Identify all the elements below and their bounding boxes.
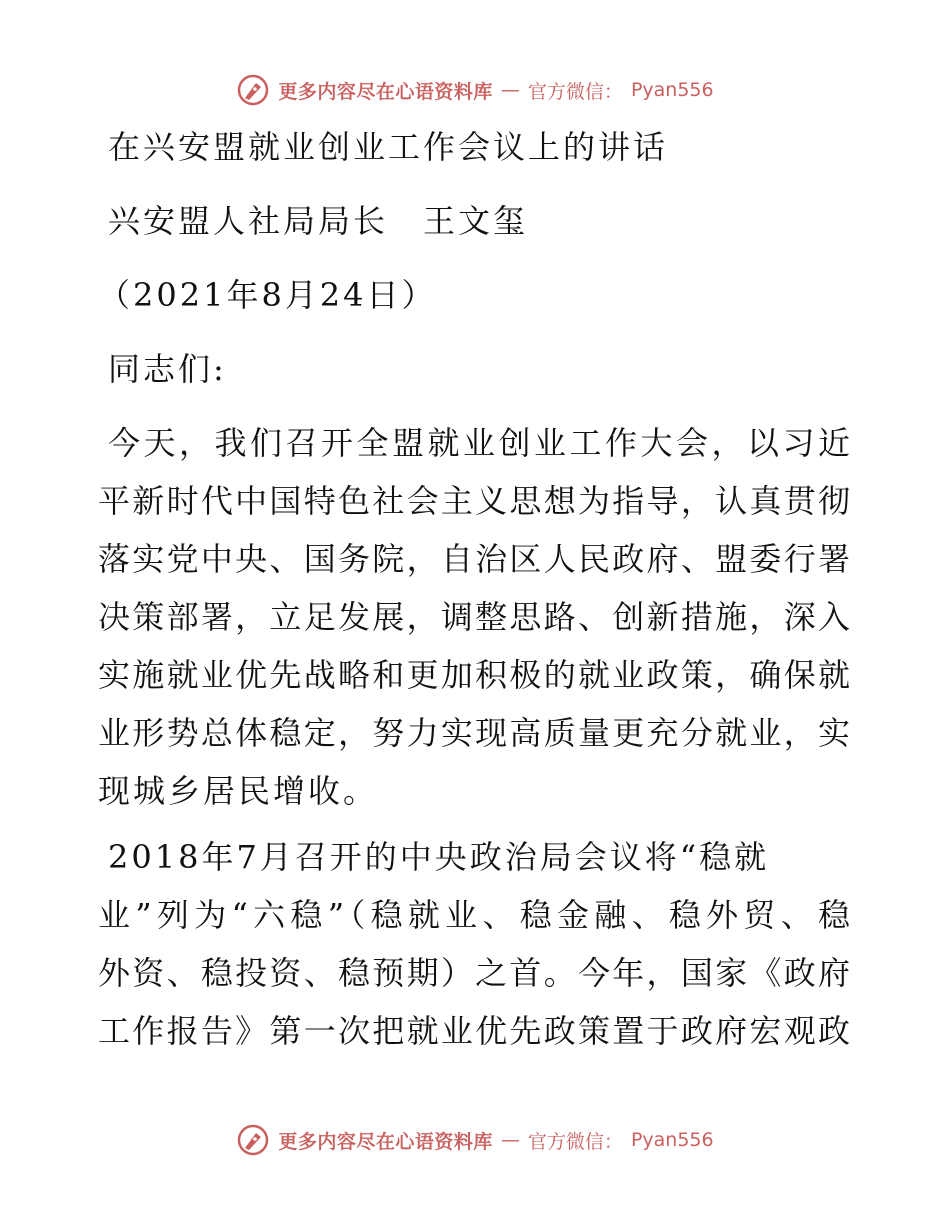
header-wechat-label: 官方微信： [527,80,623,103]
paragraph-line: 业”列为“六稳”（稳就业、稳金融、稳外贸、稳 [98,896,850,934]
paragraph-line: 外资、稳投资、稳预期）之首。今年，国家《政府 [98,954,850,992]
paragraph-line: 平新时代中国特色社会主义思想为指导，认真贯彻 [98,482,850,520]
paragraph-line: 业形势总体稳定，努力实现高质量更充分就业，实 [98,714,850,752]
paragraph-line: 2018年7月召开的中央政治局会议将“稳就 [108,838,770,876]
pen-nib-logo-icon [236,1123,270,1157]
document-title: 在兴安盟就业创业工作会议上的讲话 [108,128,669,166]
paragraph-line: 今天，我们召开全盟就业创业工作大会，以习近 [108,424,850,462]
footer-separator: — [500,1129,520,1151]
document-date: （2021年8月24日） [98,276,437,314]
footer-banner [0,1120,950,1160]
header-brand-text: 更多内容尽在心语资料库 [278,80,493,103]
paragraph-line: 决策部署，立足发展，调整思路、创新措施，深入 [98,598,850,636]
paragraph-2 [98,828,850,1060]
header-separator: — [500,79,520,101]
footer-brand-text: 更多内容尽在心语资料库 [278,1130,493,1153]
paragraph-line: 落实党中央、国务院，自治区人民政府、盟委行署 [98,540,850,578]
document-body [98,118,850,1068]
footer-wechat-id: Pyan556 [630,1129,714,1151]
paragraph-line: 实施就业优先战略和更加积极的就业政策，确保就 [98,656,850,694]
header-wechat-id: Pyan556 [630,79,714,101]
footer-wechat-label: 官方微信： [527,1130,623,1153]
header-banner [0,70,950,110]
document-salutation: 同志们: [108,350,227,388]
document-speaker: 兴安盟人社局局长 王文玺 [108,202,529,240]
paragraph-1 [98,414,850,820]
pen-nib-logo-icon [236,73,270,107]
paragraph-line: 现城乡居民增收。 [98,772,379,810]
paragraph-line: 工作报告》第一次把就业优先政策置于政府宏观政 [98,1012,850,1050]
